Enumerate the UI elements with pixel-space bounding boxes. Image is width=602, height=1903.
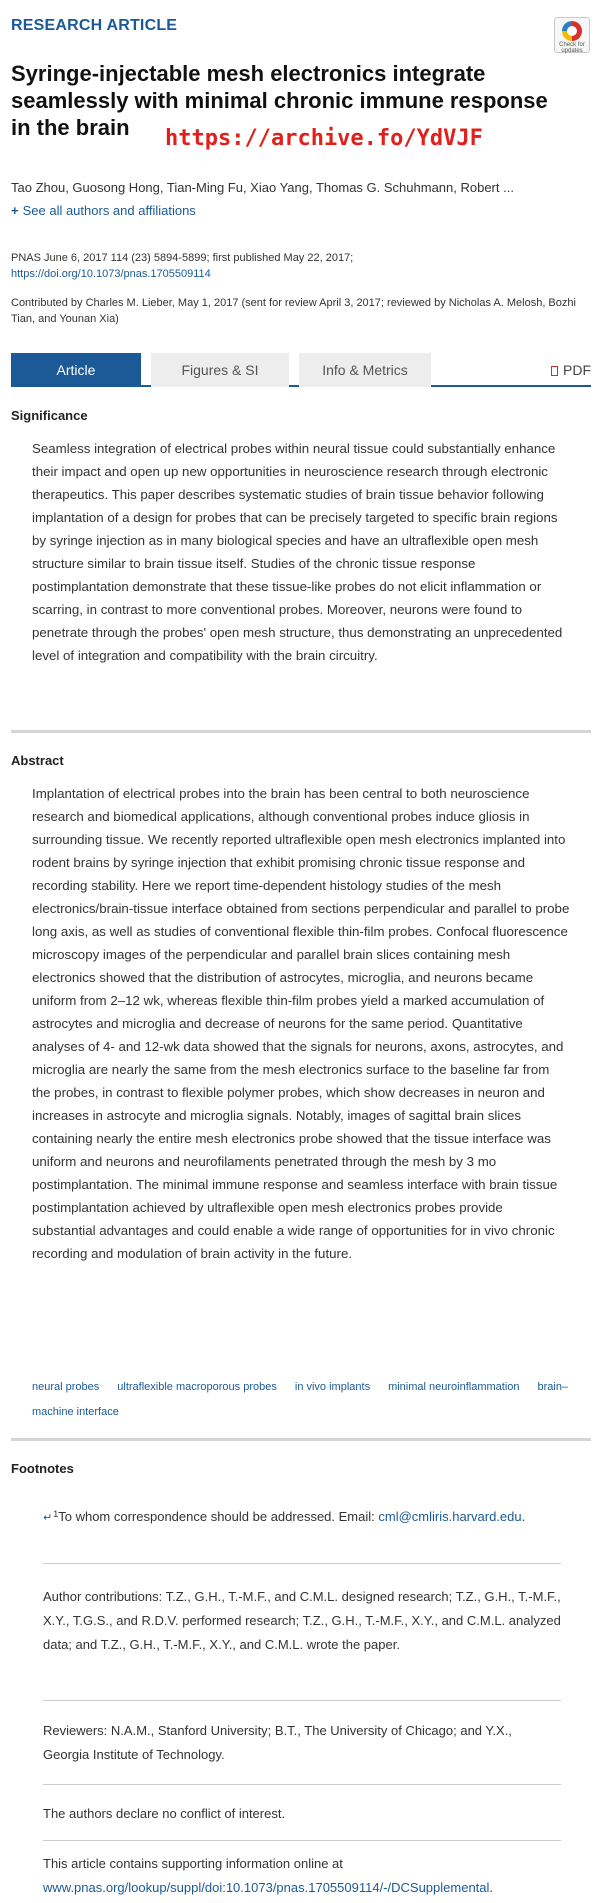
keyword-list — [32, 1375, 572, 1425]
footnote-conflict: The authors declare no conflict of interest. — [43, 1806, 286, 1821]
tab-article[interactable]: Article — [11, 353, 141, 387]
section-divider — [11, 730, 591, 733]
badge-text: Check for updates — [559, 42, 585, 54]
footnote-contributions: Author contributions: T.Z., G.H., T.-M.F., and C.M.L. designed research; T.Z., G.H., T.-M.F., X.Y., T.G.S., and R.D.V. performed research; T.Z., G.H., T.-M.F., X.Y., and C.M.L. analyzed data; and T.Z., G.H., T.-M.F., X.Y., and C.M.L. wrote the paper. — [43, 1589, 561, 1652]
email-link[interactable]: cml@cmliris.harvard.edu — [378, 1509, 522, 1524]
crossmark-icon — [562, 21, 582, 41]
footnote-mark: 1 — [53, 1509, 59, 1519]
citation-block — [11, 250, 353, 282]
footnote-divider — [43, 1840, 561, 1841]
abstract-heading: Abstract — [11, 753, 64, 768]
pdf-link[interactable] — [551, 353, 591, 387]
keyword-link[interactable]: brain–machine interface — [32, 1381, 569, 1418]
si-text: This article contains supporting information online at — [43, 1856, 343, 1871]
keyword-link[interactable]: neural probes — [32, 1381, 100, 1393]
check-for-updates-badge[interactable] — [554, 17, 590, 53]
article-title: Syringe-injectable mesh electronics integrate seamlessly with minimal chronic immune response in the brain — [11, 61, 548, 140]
see-all-label: See all authors and affiliations — [22, 203, 196, 218]
tab-figures-si[interactable]: Figures & SI — [151, 353, 289, 387]
period: . — [489, 1880, 494, 1895]
correspondence-text: To whom correspondence should be addressed. Email: — [58, 1509, 375, 1524]
author-list: Tao Zhou, Guosong Hong, Tian-Ming Fu, Xiao Yang, Thomas G. Schuhmann, Robert ... — [11, 180, 514, 195]
doi-link[interactable]: https://doi.org/10.1073/pnas.1705509114 — [11, 268, 211, 280]
footnote-divider — [43, 1700, 561, 1701]
keyword-link[interactable]: minimal neuroinflammation — [388, 1381, 520, 1393]
see-all-authors-link[interactable] — [11, 203, 196, 218]
significance-heading: Significance — [11, 408, 88, 423]
keyword-link[interactable]: ultraflexible macroporous probes — [117, 1381, 277, 1393]
pdf-label: PDF — [563, 362, 591, 378]
abstract-text: Implantation of electrical probes into the brain has been central to both neuroscience research and biomedical applications, although conventional probes induce gliosis in surrounding tissue. We recently reported ultraflexible open mesh electronics implanted into rodent brains by syringe injection that exhibit promising chronic tissue response and recording stability. Here we report time-dependent histology studies of the mesh electronics/brain-tissue interface obtained from sections perpendicular and parallel to probe long axis, as well as studies of conventional flexible thin-film probes. Confocal fluorescence microscopy images of the perpendicular and parallel brain slices containing mesh electronics showed that the distribution of astrocytes, microglia, and neurons became uniform from 2–12 wk, whereas flexible thin-film probes yield a marked accumulation of astrocytes and microglia and decrease of neurons for the same period. Quantitative analyses of 4- and 12-wk data showed that the signals for neurons, axons, astrocytes, and microglia are nearly the same from the mesh electronics surface to the baseline far from the probes, in contrast to flexible polymer probes, which show decreases in neuron and increases in astrocyte and microglia signals. Notably, images of sagittal brain slices containing nearly the entire mesh electronics probe showed that the tissue interface was uniform and neurons and neurofilaments penetrated through the mesh by 3 mo postimplantation. The minimal immune response and seamless interface with brain tissue postimplantation achieved by ultraflexible open mesh electronics probes provide substantial advantages and could enable a wide range of opportunities for in vivo chronic recording and modulation of brain activity in the future. — [32, 786, 570, 1261]
footnote-divider — [43, 1784, 561, 1785]
return-arrow-icon[interactable]: ↵ — [43, 1512, 53, 1524]
footnote-correspondence — [43, 1502, 561, 1530]
si-link[interactable]: www.pnas.org/lookup/suppl/doi:10.1073/pnas.1705509114/-/DCSupplemental — [43, 1880, 490, 1895]
tab-info-metrics[interactable]: Info & Metrics — [299, 353, 431, 387]
section-divider — [11, 1438, 591, 1441]
keyword-link[interactable]: in vivo implants — [294, 1381, 371, 1393]
plus-icon: + — [11, 203, 19, 218]
footnote-supporting-info — [43, 1852, 561, 1900]
contributed-by: Contributed by Charles M. Lieber, May 1, 2017 (sent for review April 3, 2017; reviewed by Nicholas A. Melosh, Bozhi Tian, and Younan Xia) — [11, 297, 576, 325]
archive-url-overlay: https://archive.fo/YdVJF — [165, 126, 483, 151]
period: . — [521, 1509, 526, 1524]
footnote-reviewers: Reviewers: N.A.M., Stanford University; B.T., The University of Chicago; and Y.X., Georgia Institute of Technology. — [43, 1723, 512, 1762]
footnote-divider — [43, 1563, 561, 1564]
footnotes-heading: Footnotes — [11, 1461, 74, 1476]
article-type-label: RESEARCH ARTICLE — [11, 17, 178, 34]
article-tabs — [11, 353, 591, 387]
significance-text: Seamless integration of electrical probes within neural tissue could substantially enhance their impact and open up new opportunities in neuroscience research through electronic therapeutics. This paper describes systematic studies of brain tissue behavior following implantation of a design for probes that can be precisely targeted to specific brain regions by syringe injection as in many biological species and have an ultraflexible open mesh structure similar to brain tissue itself. Studies of the chronic tissue response postimplantation demonstrate that these tissue-like probes do not elicit inflammation or scarring, in contrast to more conventional probes. Moreover, neurons were found to penetrate through the probes' open mesh structure, thus demonstrating an unprecedented level of integration and compatibility with the brain circuitry. — [32, 441, 563, 663]
citation-line: PNAS June 6, 2017 114 (23) 5894-5899; first published May 22, 2017; — [11, 252, 354, 264]
pdf-icon — [551, 366, 558, 376]
